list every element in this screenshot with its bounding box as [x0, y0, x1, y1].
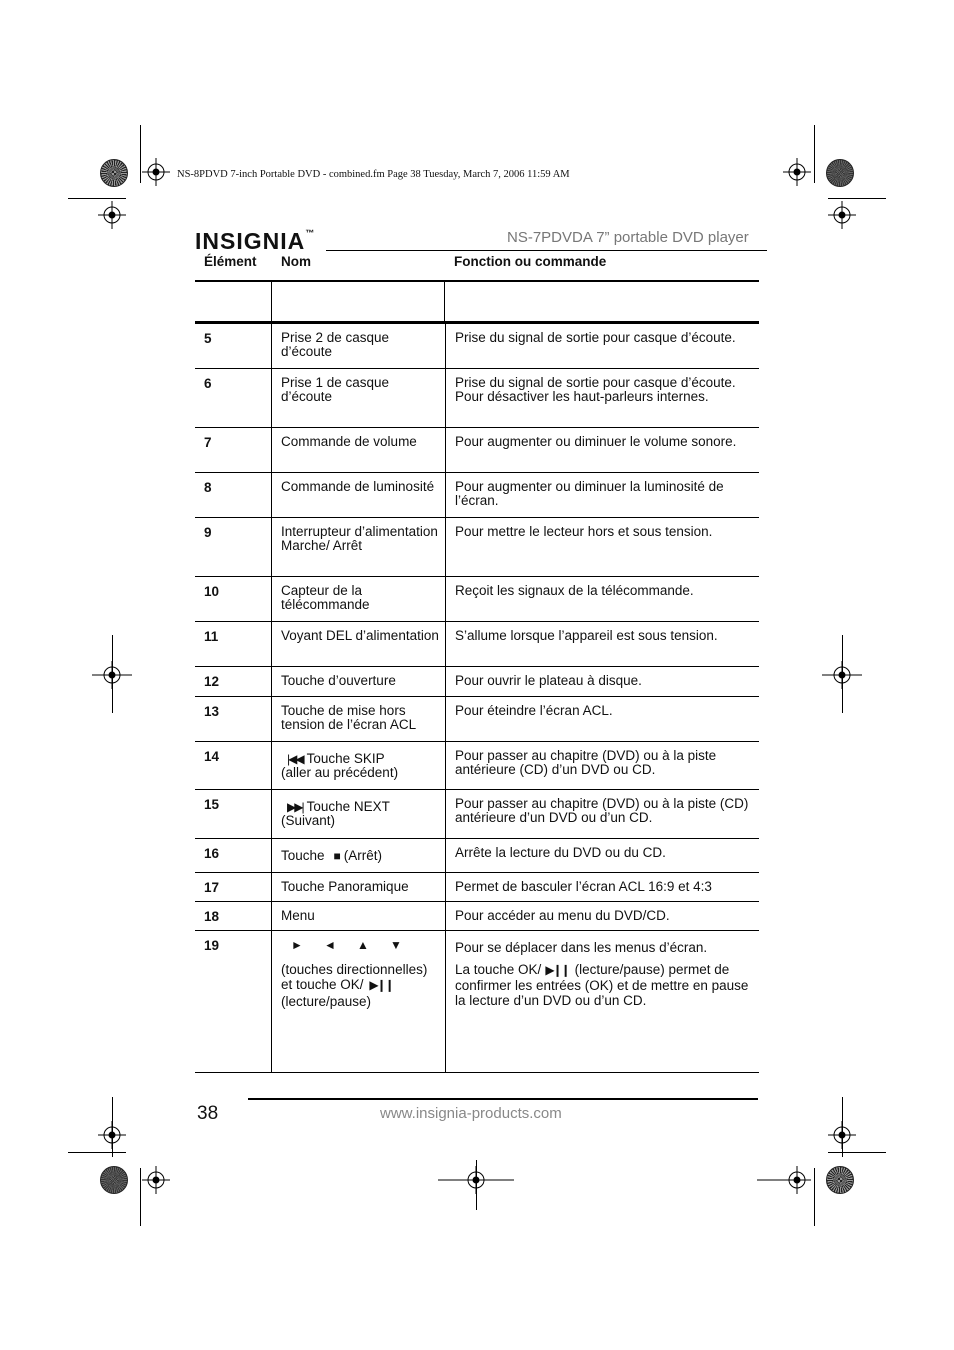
stop-icon: ■ — [333, 848, 339, 863]
header-rule — [326, 250, 767, 251]
logo-text: INSIGNIA — [195, 228, 306, 254]
table-row: 7 Commande de volume Pour augmenter ou diminuer le volume sonore. — [195, 427, 759, 472]
page-number: 38 — [197, 1103, 219, 1124]
play-pause-icon: ▶❙❙ — [369, 978, 393, 992]
arrow-down-icon: ▼ — [390, 937, 402, 952]
color-rosette — [826, 1166, 854, 1194]
arrow-right-icon: ► — [291, 937, 303, 952]
brand-logo — [195, 228, 315, 255]
header-element: Élément — [204, 254, 257, 269]
table-row: 13 Touche de mise hors tension de l’écran ACL Pour éteindre l’écran ACL. — [195, 696, 759, 741]
table-row: 9 Interrupteur d’alimentation Marche/ Arrêt Pour mettre le lecteur hors et sous tension. — [195, 517, 759, 576]
arrow-up-icon: ▲ — [357, 937, 369, 952]
table-row: 5 Prise 2 de casque d’écoute Prise du signal de sortie pour casque d’écoute. — [195, 324, 759, 368]
table-row: 10 Capteur de la télécommande Reçoit les signaux de la télécommande. — [195, 576, 759, 621]
table-row: 8 Commande de luminosité Pour augmenter ou diminuer la luminosité de l’écran. — [195, 472, 759, 517]
table-row: 14 |◀◀ Touche SKIP (aller au précédent) Pour passer au chapitre (DVD) ou à la piste antérieure (CD) d’un DVD ou CD. — [195, 741, 759, 789]
running-title: NS-7PDVDA 7” portable DVD player — [507, 229, 749, 246]
table-row: 6 Prise 1 de casque d’écoute Prise du signal de sortie pour casque d’écoute. Pour désactiver les haut-parleurs internes. — [195, 368, 759, 427]
table-row: 17 Touche Panoramique Permet de basculer l’écran ACL 16:9 et 4:3 — [195, 872, 759, 901]
trademark: ™ — [305, 228, 316, 238]
table-row: 19 ► ◄ ▲ ▼ (touches directionnelles) et touche OK/ ▶❙❙ (lecture/pause) Pour se déplacer dans les menus d’écran. La touche OK/ ▶❙❙ (lecture/pause) permet de confirmer les entrées (OK) et de mettre en pause la lecture d’un DVD ou d’un CD. — [195, 930, 759, 1072]
arrow-left-icon: ◄ — [324, 937, 336, 952]
color-rosette — [100, 1166, 128, 1194]
color-rosette — [826, 159, 854, 187]
table-row: 15 ▶▶| Touche NEXT (Suivant) Pour passer au chapitre (DVD) ou à la piste (CD) antérieure d’un DVD ou d’un CD. — [195, 789, 759, 838]
skip-back-icon: |◀◀ — [287, 751, 303, 766]
footer-rule — [248, 1098, 758, 1100]
spec-table — [195, 324, 759, 1072]
table-header — [195, 254, 759, 324]
table-row: 11 Voyant DEL d’alimentation S’allume lorsque l’appareil est sous tension. — [195, 621, 759, 666]
table-row: 16 Touche ■ (Arrêt) Arrête la lecture du DVD ou du CD. — [195, 838, 759, 872]
color-rosette — [100, 159, 128, 187]
header-name: Nom — [281, 254, 311, 269]
skip-next-icon: ▶▶| — [287, 799, 303, 814]
header-function: Fonction ou commande — [454, 254, 607, 269]
footer-url[interactable]: www.insignia-products.com — [380, 1105, 562, 1122]
table-row: 12 Touche d’ouverture Pour ouvrir le plateau à disque. — [195, 666, 759, 696]
table-row: 18 Menu Pour accéder au menu du DVD/CD. — [195, 901, 759, 930]
print-header: NS-8PDVD 7-inch Portable DVD - combined.fm Page 38 Tuesday, March 7, 2006 11:59 AM — [177, 169, 570, 180]
play-pause-icon: ▶❙❙ — [545, 962, 569, 977]
table-bottom-rule — [195, 1072, 759, 1073]
direction-arrows — [291, 938, 439, 952]
